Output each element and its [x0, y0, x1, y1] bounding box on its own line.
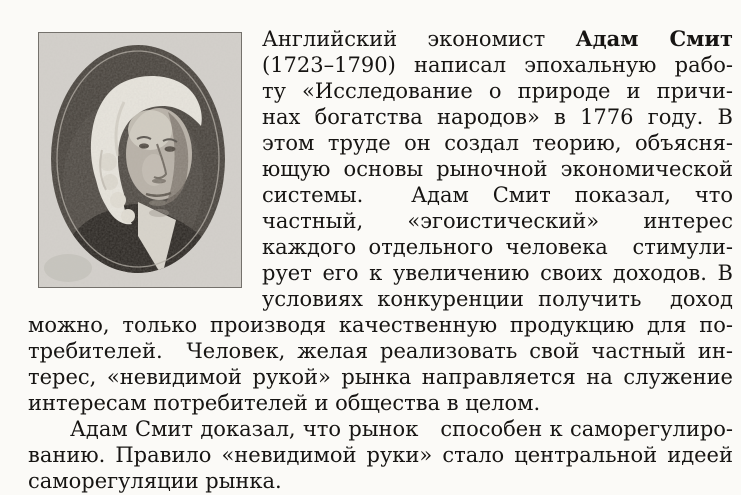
text-line: можно, только производя качественную продукцию для по- [28, 313, 733, 337]
text-line: Адам Смит доказал, что рынок способен к саморегулиро- [70, 417, 733, 441]
text-line: системы. Адам Смит показал, что [262, 183, 733, 207]
text-line: ту «Исследование о природе и причи- [262, 79, 733, 103]
text-line: каждого отдельного человека стимули- [262, 235, 733, 259]
adam-smith-portrait [38, 32, 242, 288]
text-line: ванию. Правило «невидимой руки» стало центральной идеей [28, 443, 733, 467]
paragraph-2 [28, 416, 733, 494]
text-line: ющую основы рыночной экономической [262, 157, 733, 181]
lead-text: Английский экономист [262, 27, 576, 51]
text-line: этом труде он создал теорию, объясня- [262, 131, 733, 155]
person-name-bold: Адам Смит [575, 26, 733, 51]
text-line: условиях конкуренции получить доход [262, 287, 733, 311]
text-line: требителей. Человек, желая реализовать свой частный ин- [28, 339, 733, 363]
text-line: нах богатства народов» в 1776 году. В [262, 105, 733, 129]
text-line: терес, «невидимой рукой» рынка направляется на служение [28, 365, 733, 389]
text-line: рует его к увеличению своих доходов. В [262, 261, 733, 285]
portrait-figure [28, 26, 262, 296]
text-line: (1723–1790) написал эпохальную рабо- [262, 53, 733, 77]
grain-overlay [38, 32, 242, 288]
text-line: частный, «эгоистический» интерес [262, 209, 733, 233]
text-line: саморегуляции рынка. [28, 469, 282, 493]
text-line: интересам потребителей и общества в целом. [28, 391, 541, 415]
